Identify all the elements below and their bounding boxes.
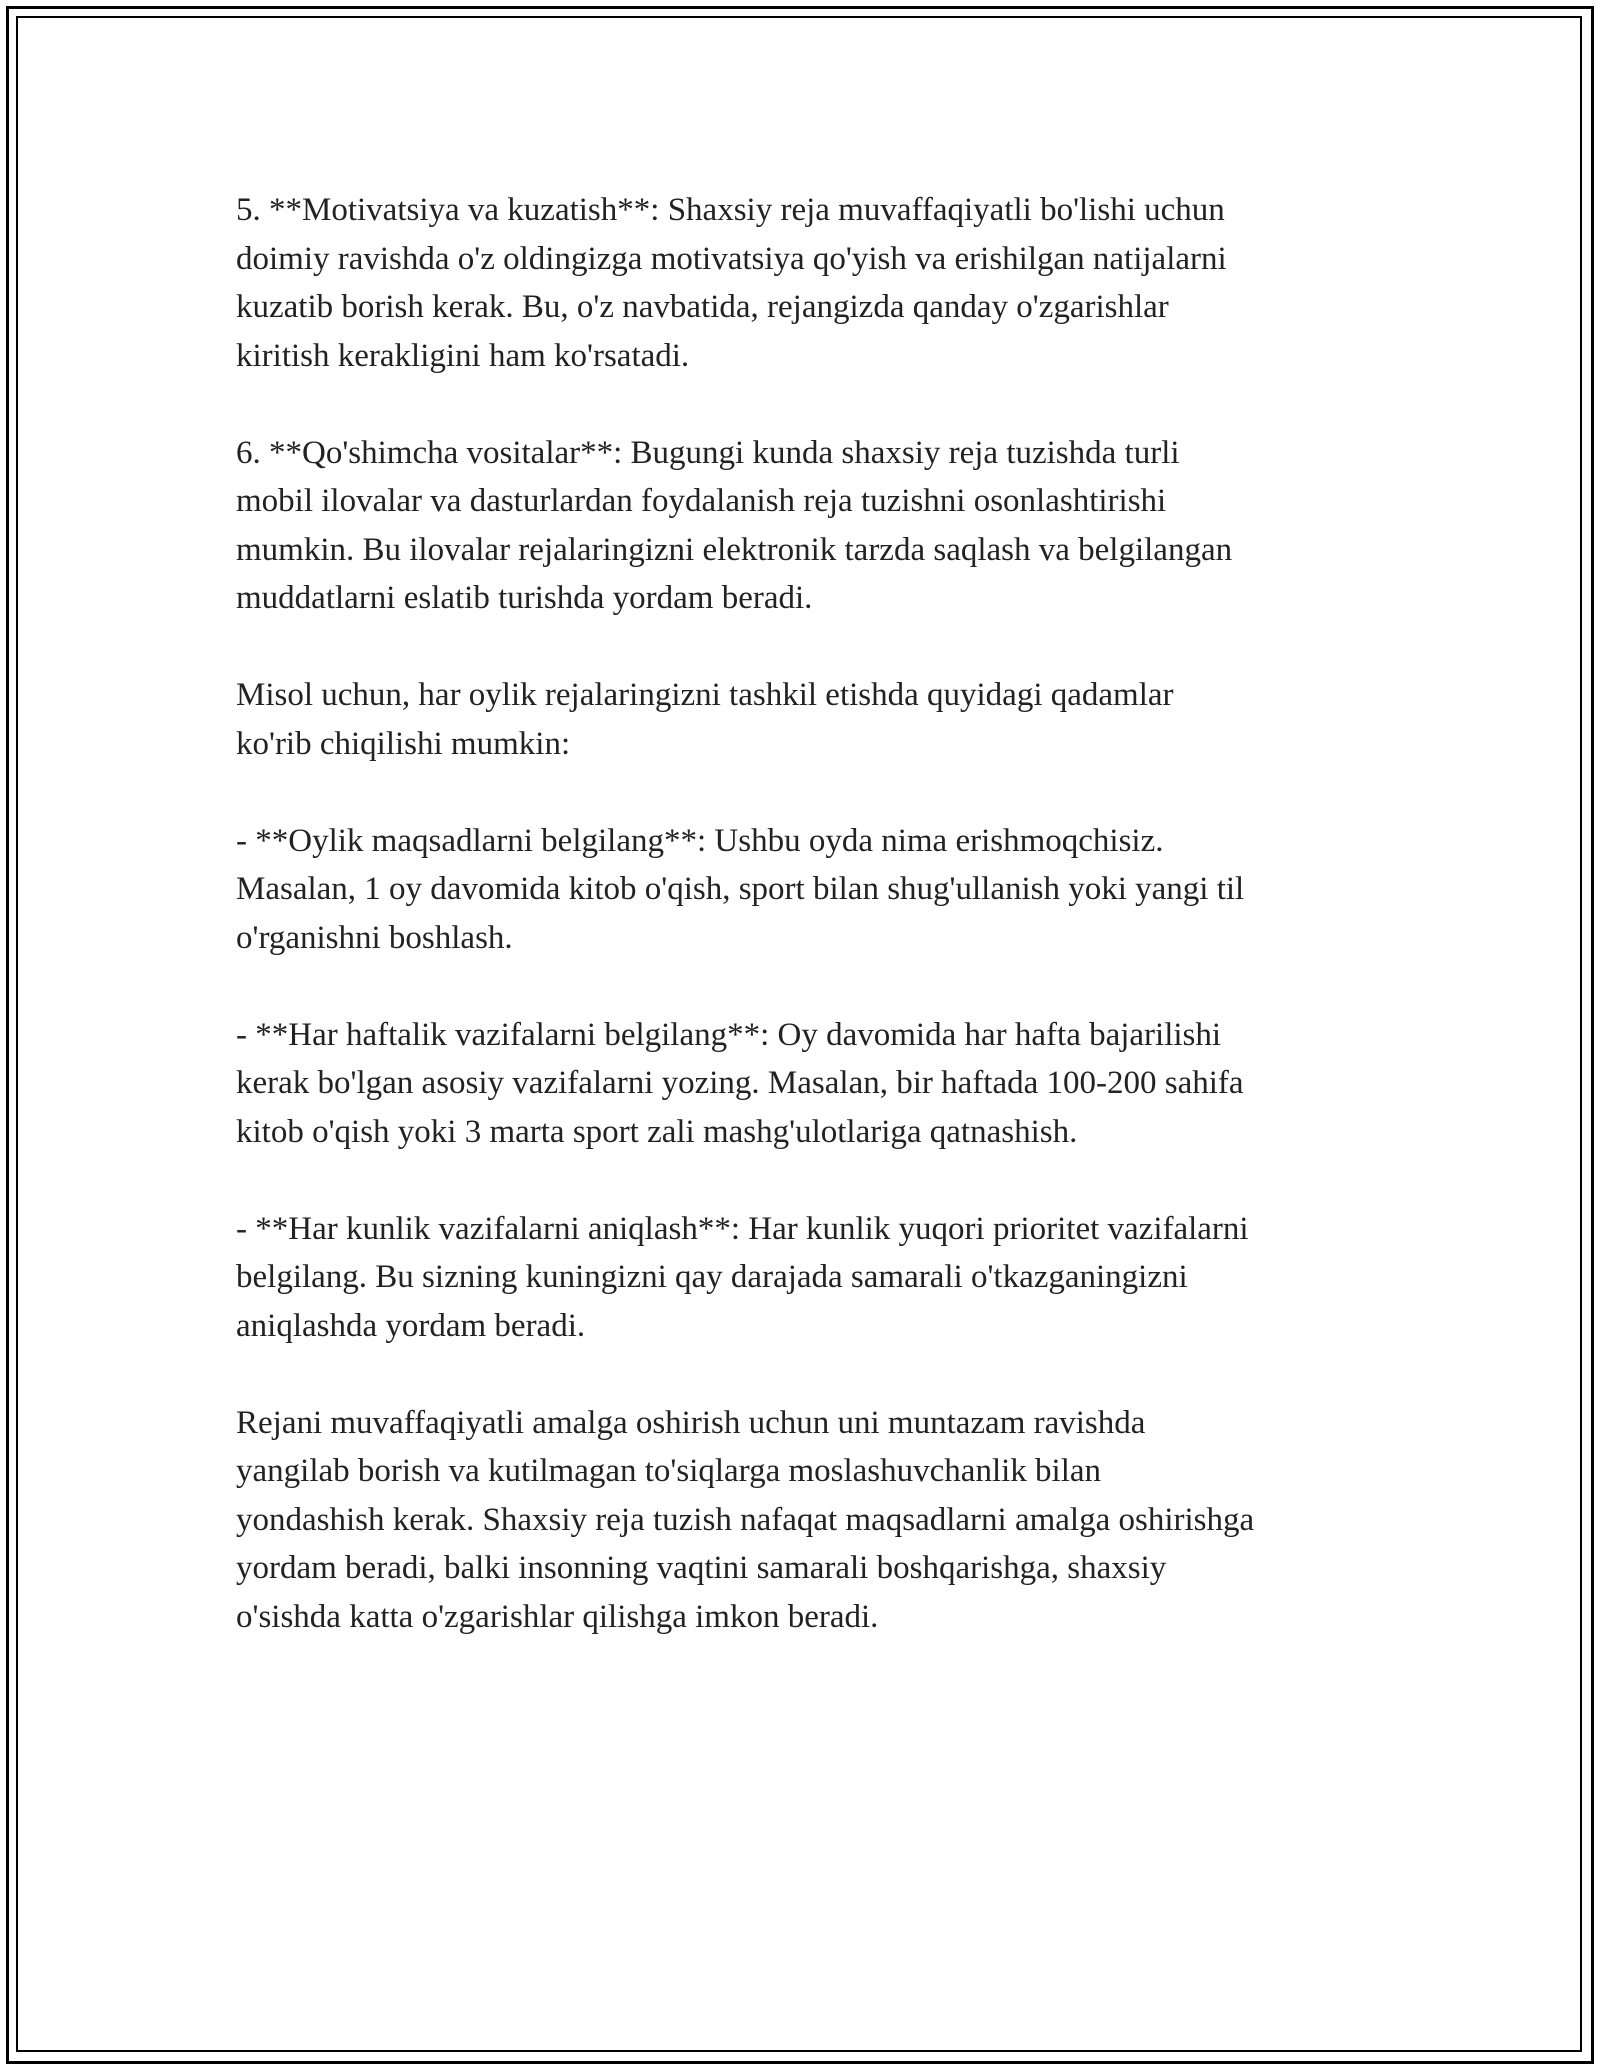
list-item-daily-tasks: - **Har kunlik vazifalarni aniqlash**: Har kunlik yuqori prioritet vazifalarni belgilang. Bu sizning kuningizni qay darajada samarali o'tkazganingizni aniqlashda yordam beradi. [236,1210,1249,1344]
document-body [236,186,1376,1690]
list-item-weekly-tasks: - **Har haftalik vazifalarni belgilang**: Oy davomida har hafta bajarilishi kerak bo'lgan asosiy vazifalarni yozing. Masalan, bir haftada 100-200 sahifa kitob o'qish yoki 3 marta sport zali mashg'ulotlariga qatnashish. [236,1016,1244,1150]
paragraph-motivation: 5. **Motivatsiya va kuzatish**: Shaxsiy reja muvaffaqiyatli bo'lishi uchun doimiy ravishda o'z oldingizga motivatsiya qo'yish va erishilgan natijalarni kuzatib borish kerak. Bu, o'z navbatida, rejangizda qanday o'zgarishlar kiritish kerakligini ham ko'rsatadi. [236,192,1227,374]
paragraph-example-intro: Misol uchun, har oylik rejalaringizni tashkil etishda quyidagi qadamlar ko'rib chiqilishi mumkin: [236,677,1174,762]
paragraph-additional-tools: 6. **Qo'shimcha vositalar**: Bugungi kunda shaxsiy reja tuzishda turli mobil ilovalar va dasturlardan foydalanish reja tuzishni osonlashtirishi mumkin. Bu ilovalar rejalaringizni elektronik tarzda saqlash va belgilangan muddatlarni eslatib turishda yordam beradi. [236,434,1233,616]
paragraph-conclusion: Rejani muvaffaqiyatli amalga oshirish uchun uni muntazam ravishda yangilab borish va kutilmagan to'siqlarga moslashuvchanlik bilan yondashish kerak. Shaxsiy reja tuzish nafaqat maqsadlarni amalga oshirishga yordam beradi, balki insonning vaqtini samarali boshqarishga, shaxsiy o'sishda katta o'zgarishlar qilishga imkon beradi. [236,1404,1255,1635]
list-item-monthly-goals: - **Oylik maqsadlarni belgilang**: Ushbu oyda nima erishmoqchisiz. Masalan, 1 oy davomida kitob o'qish, sport bilan shug'ullanish yoki yangi til o'rganishni boshlash. [236,822,1245,956]
